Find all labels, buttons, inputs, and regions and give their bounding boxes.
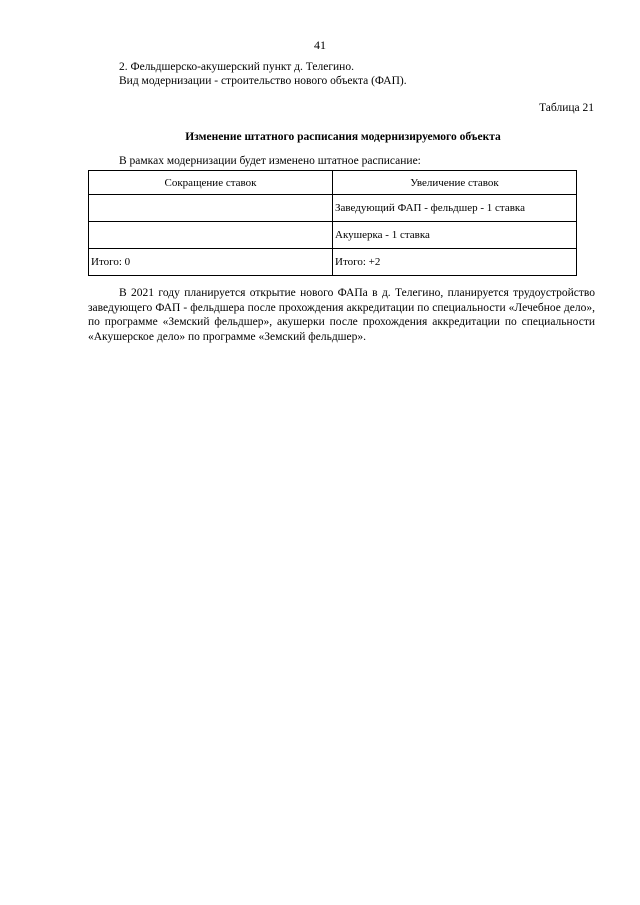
table-cell: Акушерка - 1 ставка: [333, 222, 577, 249]
page-number: 41: [314, 38, 326, 52]
staffing-table: [88, 170, 577, 276]
table-title: Изменение штатного расписания модернизируемого объекта: [185, 131, 501, 143]
body-paragraph: В 2021 году планируется открытие нового ФАПа в д. Телегино, планируется трудоустройство заведующего ФАП - фельдшера после прохождения аккредитации по специальности «Лечебное дело», по программе «Земский фельдшер», акушерки после прохождения аккредитации по специальности «Акушерское дело» по программе «Земский фельдшер».: [88, 287, 595, 343]
table-cell: [89, 195, 333, 222]
table-row: [89, 195, 577, 222]
table-label: Таблица 21: [539, 102, 594, 114]
table-intro: В рамках модернизации будет изменено штатное расписание:: [119, 155, 421, 167]
table-cell: Заведующий ФАП - фельдшер - 1 ставка: [333, 195, 577, 222]
modernization-type: Вид модернизации - строительство нового объекта (ФАП).: [119, 75, 407, 87]
table-header-row: [89, 171, 577, 195]
table-cell: [89, 222, 333, 249]
header-increase: Увеличение ставок: [333, 171, 577, 195]
total-increase: Итого: +2: [333, 249, 577, 276]
table-row: [89, 222, 577, 249]
header-reduction: Сокращение ставок: [89, 171, 333, 195]
table-total-row: [89, 249, 577, 276]
section-heading: 2. Фельдшерско-акушерский пункт д. Телегино.: [119, 61, 354, 73]
total-reduction: Итого: 0: [89, 249, 333, 276]
